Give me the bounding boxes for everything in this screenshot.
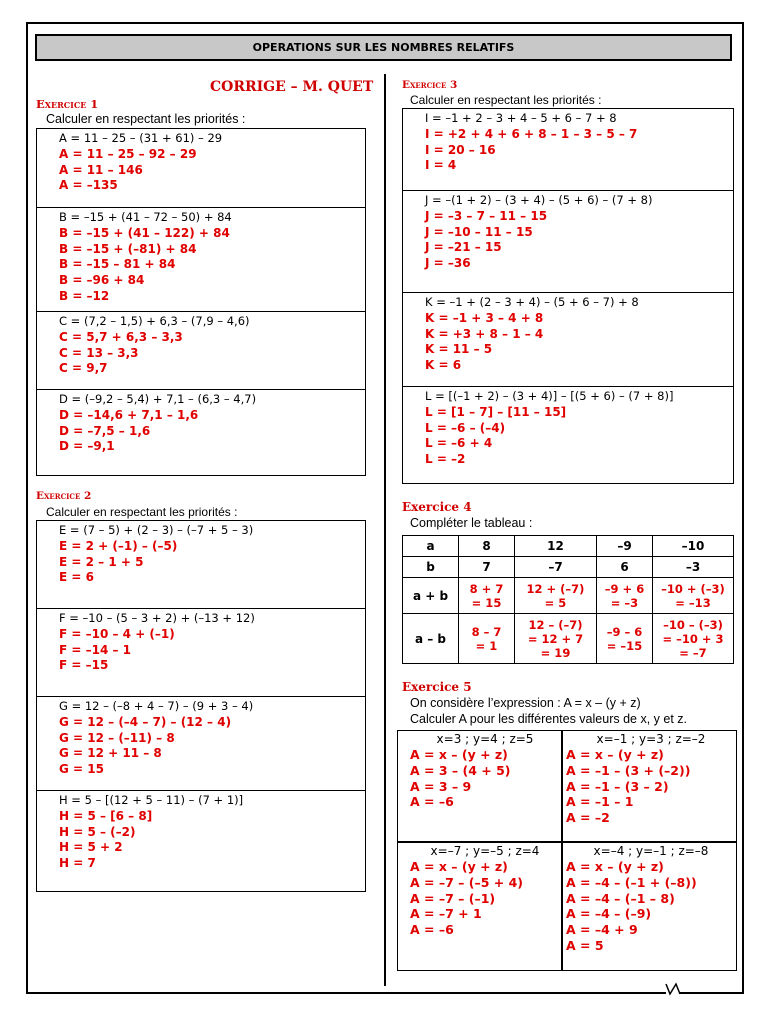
calc-cell — [37, 697, 365, 791]
ex2-instruction: Calculer en respectant les priorités : — [46, 505, 238, 519]
page-frame-right — [742, 22, 744, 992]
ex4-sum-line: = –3 — [610, 595, 639, 610]
ex5-condition: x=3 ; y=4 ; z=5 — [436, 732, 534, 746]
ex5-cell — [410, 844, 560, 938]
calc-answer-step: J = –10 – 11 – 15 — [425, 224, 533, 239]
calc-answer-step: C = 13 – 3,3 — [59, 345, 139, 360]
ex5-answer-step: A = –4 – (–1 + (–8)) — [566, 874, 697, 890]
calc-answer-step: D = –14,6 + 7,1 – 1,6 — [59, 407, 199, 422]
calc-question: J = –(1 + 2) – (3 + 4) – (5 + 6) – (7 + 8) — [425, 193, 653, 207]
calc-answer-step: B = –15 + (41 – 122) + 84 — [59, 225, 230, 240]
ex3-box — [402, 108, 734, 484]
calc-answer-step: C = 5,7 + 6,3 – 3,3 — [59, 329, 183, 344]
ex4-diff-line: = –10 + 3 — [662, 631, 724, 646]
ex5-grid — [397, 730, 737, 971]
calc-question: E = (7 – 5) + (2 – 3) – (–7 + 5 – 3) — [59, 523, 254, 537]
calc-answer-step: K = 6 — [425, 358, 462, 373]
ex4-diff-cell — [459, 614, 515, 664]
calc-cell — [37, 129, 365, 208]
ex4-diff-line: = 19 — [540, 645, 571, 660]
page-header: OPERATIONS SUR LES NOMBRES RELATIFS — [35, 34, 732, 61]
ex5-answer-step: A = –4 + 9 — [566, 922, 638, 938]
ex4-sum-line: = –13 — [675, 595, 711, 610]
calc-answer-step: I = 4 — [425, 158, 457, 173]
calc-question: L = [(–1 + 2) – (3 + 4)] – [(5 + 6) – (7 + 8)] — [425, 389, 674, 403]
calc-answer-step: J = –21 – 15 — [425, 240, 502, 255]
ex4-diff-line: = –15 — [606, 638, 643, 653]
calc-answer-step: H = 5 – [6 – 8] — [59, 808, 153, 823]
ex5-condition: x=–7 ; y=–5 ; z=4 — [430, 844, 540, 858]
calc-cell — [37, 390, 365, 476]
ex4-diff-line: 8 – 7 — [471, 624, 502, 639]
calc-answer-step: H = 5 + 2 — [59, 840, 123, 855]
ex4-sum-line: 12 + (–7) — [526, 581, 585, 596]
calc-answer-step: I = 20 – 16 — [425, 142, 496, 157]
ex5-answer-step: A = –4 – (–9) — [566, 906, 652, 922]
ex4-diff-line: 12 – (–7) — [528, 617, 583, 632]
calc-answer-step: A = 11 – 25 – 92 – 29 — [59, 146, 197, 161]
ex5-answer-step: A = x – (y + z) — [410, 747, 508, 762]
calc-answer-step: G = 12 – (–11) – 8 — [59, 730, 175, 745]
calc-answer-step: D = –7,5 – 1,6 — [59, 423, 151, 438]
ex4-b-value: 6 — [597, 557, 653, 578]
ex5-answer-step: A = –1 – (3 + (–2)) — [566, 762, 691, 778]
ex4-b-value: –7 — [515, 557, 597, 578]
calc-cell — [403, 387, 733, 483]
ex3-title: Exercice 3 — [402, 79, 458, 91]
ex4-sum-line: = 5 — [544, 595, 567, 610]
calc-question: F = –10 – (5 – 3 + 2) + (–13 + 12) — [59, 611, 255, 625]
calc-answer-step: G = 12 + 11 – 8 — [59, 746, 162, 761]
calc-question: B = –15 + (41 – 72 – 50) + 84 — [59, 210, 232, 224]
ex4-instruction: Compléter le tableau : — [410, 516, 533, 530]
ex4-row-b — [403, 557, 734, 578]
ex5-answer-step: A = –2 — [566, 810, 610, 826]
ex5-answer-step: A = –6 — [410, 922, 454, 938]
ex5-answer-step: A = –4 – (–1 – 8) — [566, 890, 675, 906]
ex4-a-value: 12 — [515, 536, 597, 557]
calc-answer-step: C = 9,7 — [59, 361, 108, 376]
calc-question: K = –1 + (2 – 3 + 4) – (5 + 6 – 7) + 8 — [425, 295, 639, 309]
calc-answer-step: I = +2 + 4 + 6 + 8 – 1 – 3 – 5 – 7 — [425, 126, 638, 141]
ex4-diff-line: = 1 — [475, 638, 498, 653]
ex4-label-b: b — [403, 557, 459, 578]
ex4-sum-cell — [653, 578, 734, 614]
ex1-box — [36, 128, 366, 476]
ex4-row-a — [403, 536, 734, 557]
calc-answer-step: F = –15 — [59, 658, 109, 673]
ex5-condition: x=–4 ; y=–1 ; z=–8 — [593, 844, 709, 858]
calc-answer-step: K = +3 + 8 – 1 – 4 — [425, 326, 544, 341]
ex5-hline — [398, 841, 736, 843]
calc-answer-step: L = –6 + 4 — [425, 436, 493, 451]
ex5-cell — [410, 732, 560, 810]
ex4-diff-cell — [515, 614, 597, 664]
ex4-row-diff — [403, 614, 734, 664]
calc-answer-step: D = –9,1 — [59, 439, 115, 454]
ex5-answer-step: A = –7 – (–1) — [410, 890, 496, 906]
ex4-label-sum: a + b — [403, 578, 459, 614]
calc-answer-step: A = –135 — [59, 178, 118, 193]
calc-cell — [37, 791, 365, 891]
calc-answer-step: F = –10 – 4 + (–1) — [59, 626, 175, 641]
calc-answer-step: L = –2 — [425, 452, 466, 467]
calc-answer-step: H = 5 – (–2) — [59, 824, 136, 839]
ex5-answer-step: A = x – (y + z) — [566, 859, 664, 874]
ex5-answer-step: A = x – (y + z) — [410, 859, 508, 874]
calc-answer-step: L = –6 – (–4) — [425, 420, 506, 435]
ex4-diff-line: –9 – 6 — [606, 624, 643, 639]
calc-question: C = (7,2 – 1,5) + 6,3 – (7,9 – 4,6) — [59, 314, 250, 328]
ex4-diff-cell — [653, 614, 734, 664]
calc-question: I = –1 + 2 – 3 + 4 – 5 + 6 – 7 + 8 — [425, 111, 617, 125]
ex3-instruction: Calculer en respectant les priorités : — [410, 93, 602, 107]
calc-cell — [37, 312, 365, 390]
page-corner-mark — [664, 982, 682, 996]
ex4-label-a: a — [403, 536, 459, 557]
calc-answer-step: K = 11 – 5 — [425, 342, 493, 357]
ex2-box — [36, 520, 366, 892]
ex4-sum-cell — [597, 578, 653, 614]
ex4-sum-line: = 15 — [471, 595, 502, 610]
calc-answer-step: J = –3 – 7 – 11 – 15 — [425, 208, 548, 223]
page-frame-bottom — [26, 992, 666, 994]
ex4-a-value: 8 — [459, 536, 515, 557]
calc-cell — [37, 521, 365, 609]
ex5-condition: x=–1 ; y=3 ; z=–2 — [596, 732, 706, 746]
ex4-a-value: –10 — [653, 536, 734, 557]
calc-cell — [403, 293, 733, 387]
calc-answer-step: J = –36 — [425, 256, 471, 271]
calc-answer-step: G = 12 – (–4 – 7) – (12 – 4) — [59, 714, 232, 729]
calc-answer-step: G = 15 — [59, 762, 104, 777]
corrige-title: CORRIGE – M. QUET — [210, 79, 374, 95]
ex5-vline — [561, 731, 563, 970]
calc-cell — [403, 191, 733, 293]
ex4-sum-line: 8 + 7 — [469, 581, 504, 596]
ex4-sum-line: –10 + (–3) — [661, 581, 725, 596]
ex4-a-value: –9 — [597, 536, 653, 557]
ex4-diff-cell — [597, 614, 653, 664]
calc-answer-step: E = 6 — [59, 570, 94, 585]
ex4-b-value: 7 — [459, 557, 515, 578]
ex5-answer-step: A = 3 – (4 + 5) — [410, 762, 511, 778]
calc-answer-step: B = –15 – 81 + 84 — [59, 257, 176, 272]
ex5-answer-step: A = –7 – (–5 + 4) — [410, 874, 524, 890]
ex4-diff-line: = –7 — [679, 645, 707, 660]
calc-answer-step: K = –1 + 3 – 4 + 8 — [425, 310, 544, 325]
ex4-table — [402, 535, 734, 664]
calc-question: H = 5 – [(12 + 5 – 11) – (7 + 1)] — [59, 793, 244, 807]
page-frame-bottom-end — [680, 992, 744, 994]
calc-answer-step: E = 2 – 1 + 5 — [59, 554, 144, 569]
calc-answer-step: B = –15 + (–81) + 84 — [59, 241, 197, 256]
ex4-sum-cell — [459, 578, 515, 614]
calc-cell — [37, 208, 365, 312]
ex4-title: Exercice 4 — [402, 500, 472, 514]
ex2-title: Exercice 2 — [36, 490, 92, 502]
calc-answer-step: E = 2 + (–1) – (–5) — [59, 538, 178, 553]
ex4-b-value: –3 — [653, 557, 734, 578]
ex5-answer-step: A = –1 – (3 – 2) — [566, 778, 669, 794]
calc-answer-step: H = 7 — [59, 856, 96, 871]
ex5-answer-step: A = 3 – 9 — [410, 778, 472, 794]
ex4-diff-line: = 12 + 7 — [527, 631, 584, 646]
ex5-title: Exercice 5 — [402, 680, 472, 694]
ex4-row-sum — [403, 578, 734, 614]
ex5-answer-step: A = –6 — [410, 794, 454, 810]
column-divider — [384, 74, 386, 986]
calc-cell — [37, 609, 365, 697]
calc-answer-step: F = –14 – 1 — [59, 642, 132, 657]
ex4-diff-line: –10 – (–3) — [663, 617, 723, 632]
ex5-instruction-1: On considère l’expression : A = x – (y + z) — [410, 696, 641, 710]
calc-question: D = (–9,2 – 5,4) + 7,1 – (6,3 – 4,7) — [59, 392, 257, 406]
calc-answer-step: B = –12 — [59, 288, 110, 303]
calc-question: A = 11 – 25 – (31 + 61) – 29 — [59, 131, 223, 145]
ex1-instruction: Calculer en respectant les priorités : — [46, 112, 246, 126]
ex4-label-diff: a – b — [403, 614, 459, 664]
calc-answer-step: L = [1 – 7] – [11 – 15] — [425, 404, 567, 419]
ex5-cell — [566, 732, 736, 826]
ex1-title: Exercice 1 — [36, 97, 99, 111]
ex5-answer-step: A = 5 — [566, 937, 604, 953]
ex4-sum-cell — [515, 578, 597, 614]
ex5-cell — [566, 844, 736, 954]
calc-question: G = 12 – (–8 + 4 – 7) – (9 + 3 – 4) — [59, 699, 254, 713]
ex4-sum-line: –9 + 6 — [604, 581, 645, 596]
ex5-instruction-2: Calculer A pour les différentes valeurs de x, y et z. — [410, 712, 687, 726]
ex5-answer-step: A = –7 + 1 — [410, 906, 482, 922]
ex5-answer-step: A = x – (y + z) — [566, 747, 664, 762]
calc-answer-step: B = –96 + 84 — [59, 273, 145, 288]
ex5-answer-step: A = –1 – 1 — [566, 794, 634, 810]
calc-answer-step: A = 11 – 146 — [59, 162, 143, 177]
calc-cell — [403, 109, 733, 191]
